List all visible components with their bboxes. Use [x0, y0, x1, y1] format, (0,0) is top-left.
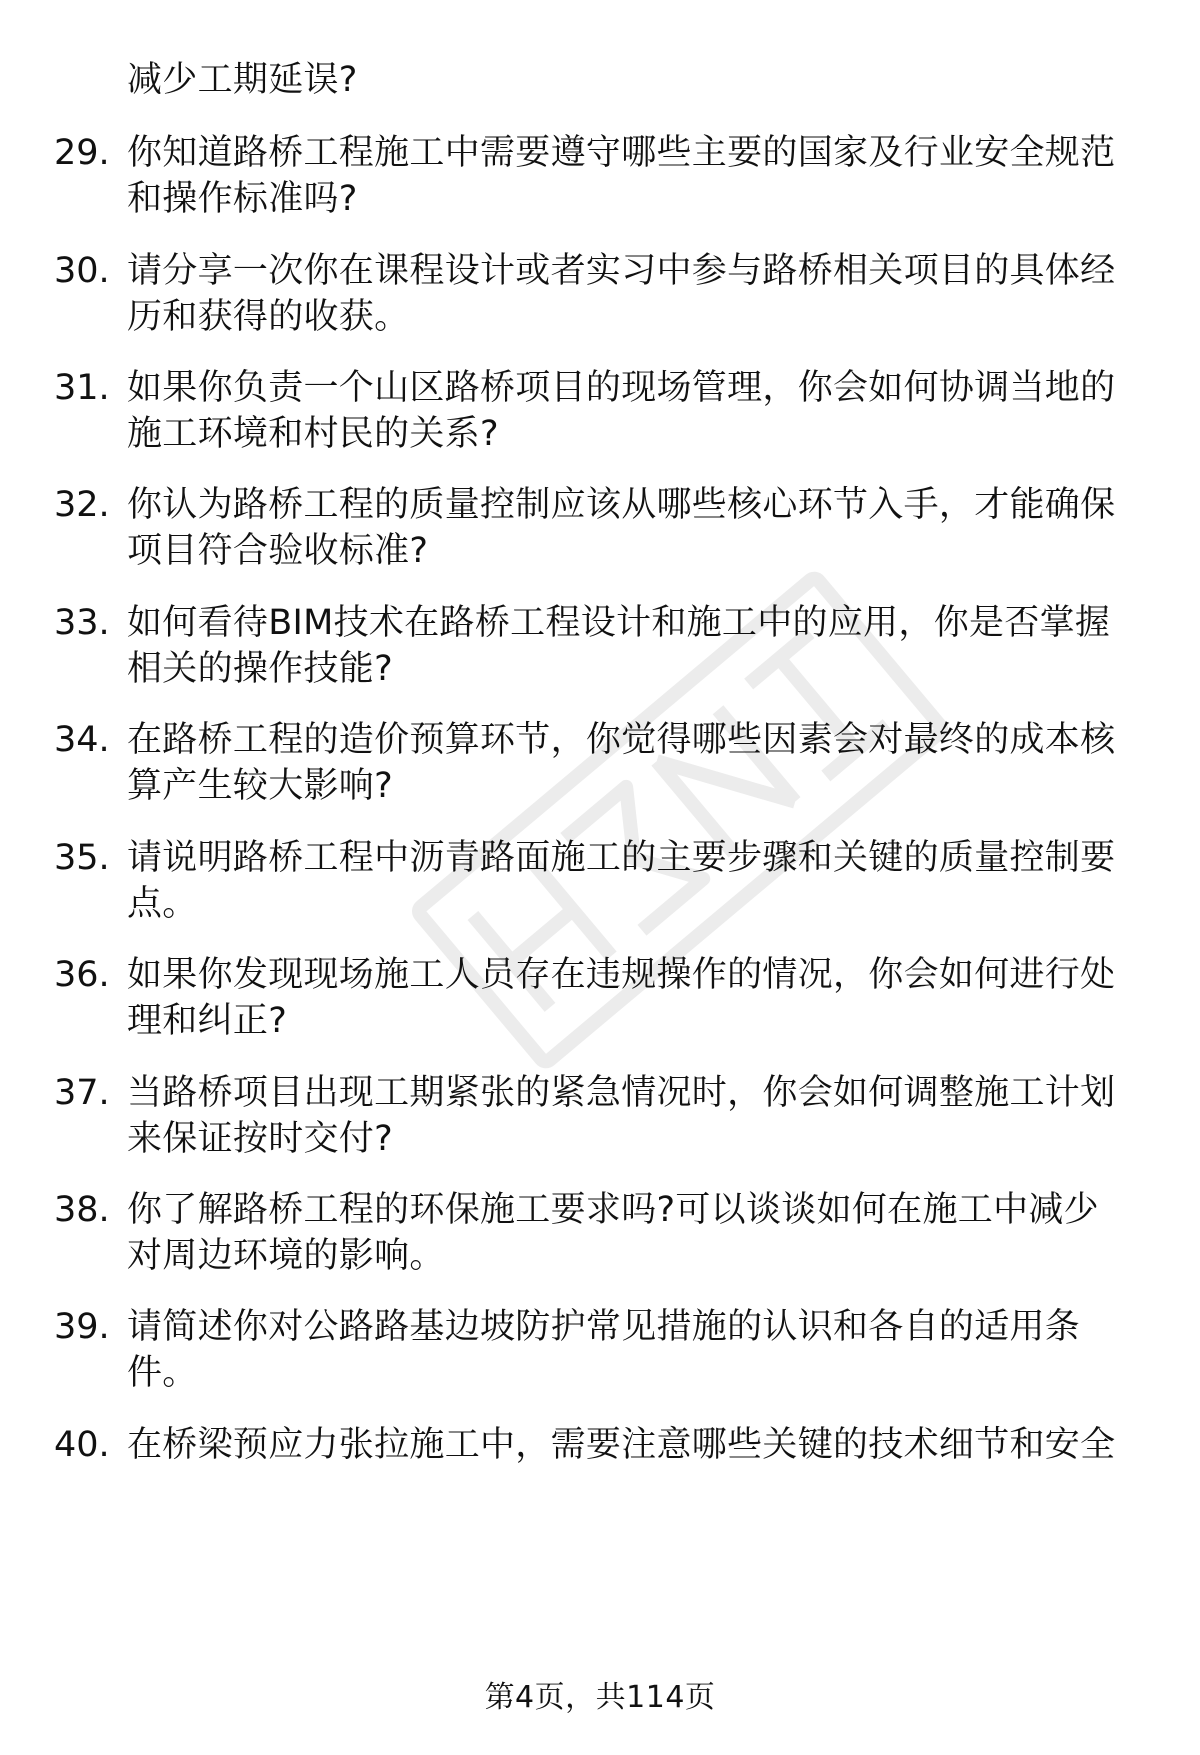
question-line: 算产生较大影响? — [127, 766, 393, 806]
watermark-stamp — [330, 470, 1030, 1170]
question-number: 35. — [54, 838, 110, 878]
question-number: 30. — [54, 251, 110, 291]
question-line: 当路桥项目出现工期紧张的紧急情况时，你会如何调整施工计划 — [127, 1073, 1116, 1113]
question-line: 你了解路桥工程的环保施工要求吗?可以谈谈如何在施工中减少 — [127, 1190, 1099, 1230]
question-number: 31. — [54, 368, 110, 408]
question-number: 33. — [54, 603, 110, 643]
question-line: 你知道路桥工程施工中需要遵守哪些主要的国家及行业安全规范 — [127, 133, 1116, 173]
question-number: 38. — [54, 1190, 110, 1230]
question-line: 请说明路桥工程中沥青路面施工的主要步骤和关键的质量控制要 — [127, 838, 1116, 878]
question-line: 相关的操作技能? — [127, 649, 393, 689]
question-line: 请分享一次你在课程设计或者实习中参与路桥相关项目的具体经 — [127, 251, 1116, 291]
question-number: 36. — [54, 955, 110, 995]
page-footer: 第4页，共114页 — [484, 1680, 716, 1715]
question-line: 如果你负责一个山区路桥项目的现场管理，你会如何协调当地的 — [127, 368, 1116, 408]
question-number: 37. — [54, 1073, 110, 1113]
question-number: 29. — [54, 133, 110, 173]
question-line: 理和纠正? — [127, 1001, 288, 1041]
question-line: 点。 — [127, 884, 198, 924]
question-number: 34. — [54, 720, 110, 760]
question-line: 你认为路桥工程的质量控制应该从哪些核心环节入手，才能确保 — [127, 485, 1116, 525]
question-line: 来保证按时交付? — [127, 1119, 393, 1159]
question-line: 对周边环境的影响。 — [127, 1236, 445, 1276]
question-line: 历和获得的收获。 — [127, 297, 410, 337]
question-line: 在路桥工程的造价预算环节，你觉得哪些因素会对最终的成本核 — [127, 720, 1116, 760]
question-line: 项目符合验收标准? — [127, 531, 429, 571]
question-line: 请简述你对公路路基边坡防护常见措施的认识和各自的适用条 — [127, 1307, 1081, 1347]
question-line: 减少工期延误? — [127, 60, 358, 100]
question-line: 如果你发现现场施工人员存在违规操作的情况，你会如何进行处 — [127, 955, 1116, 995]
question-line: 和操作标准吗? — [127, 179, 358, 219]
question-line: 在桥梁预应力张拉施工中，需要注意哪些关键的技术细节和安全 — [127, 1425, 1116, 1465]
question-number: 32. — [54, 485, 110, 525]
question-line: 件。 — [127, 1353, 198, 1393]
question-number: 39. — [54, 1307, 110, 1347]
question-number: 40. — [54, 1425, 110, 1465]
question-line: 施工环境和村民的关系? — [127, 414, 499, 454]
question-line: 如何看待BIM技术在路桥工程设计和施工中的应用，你是否掌握 — [127, 603, 1111, 643]
